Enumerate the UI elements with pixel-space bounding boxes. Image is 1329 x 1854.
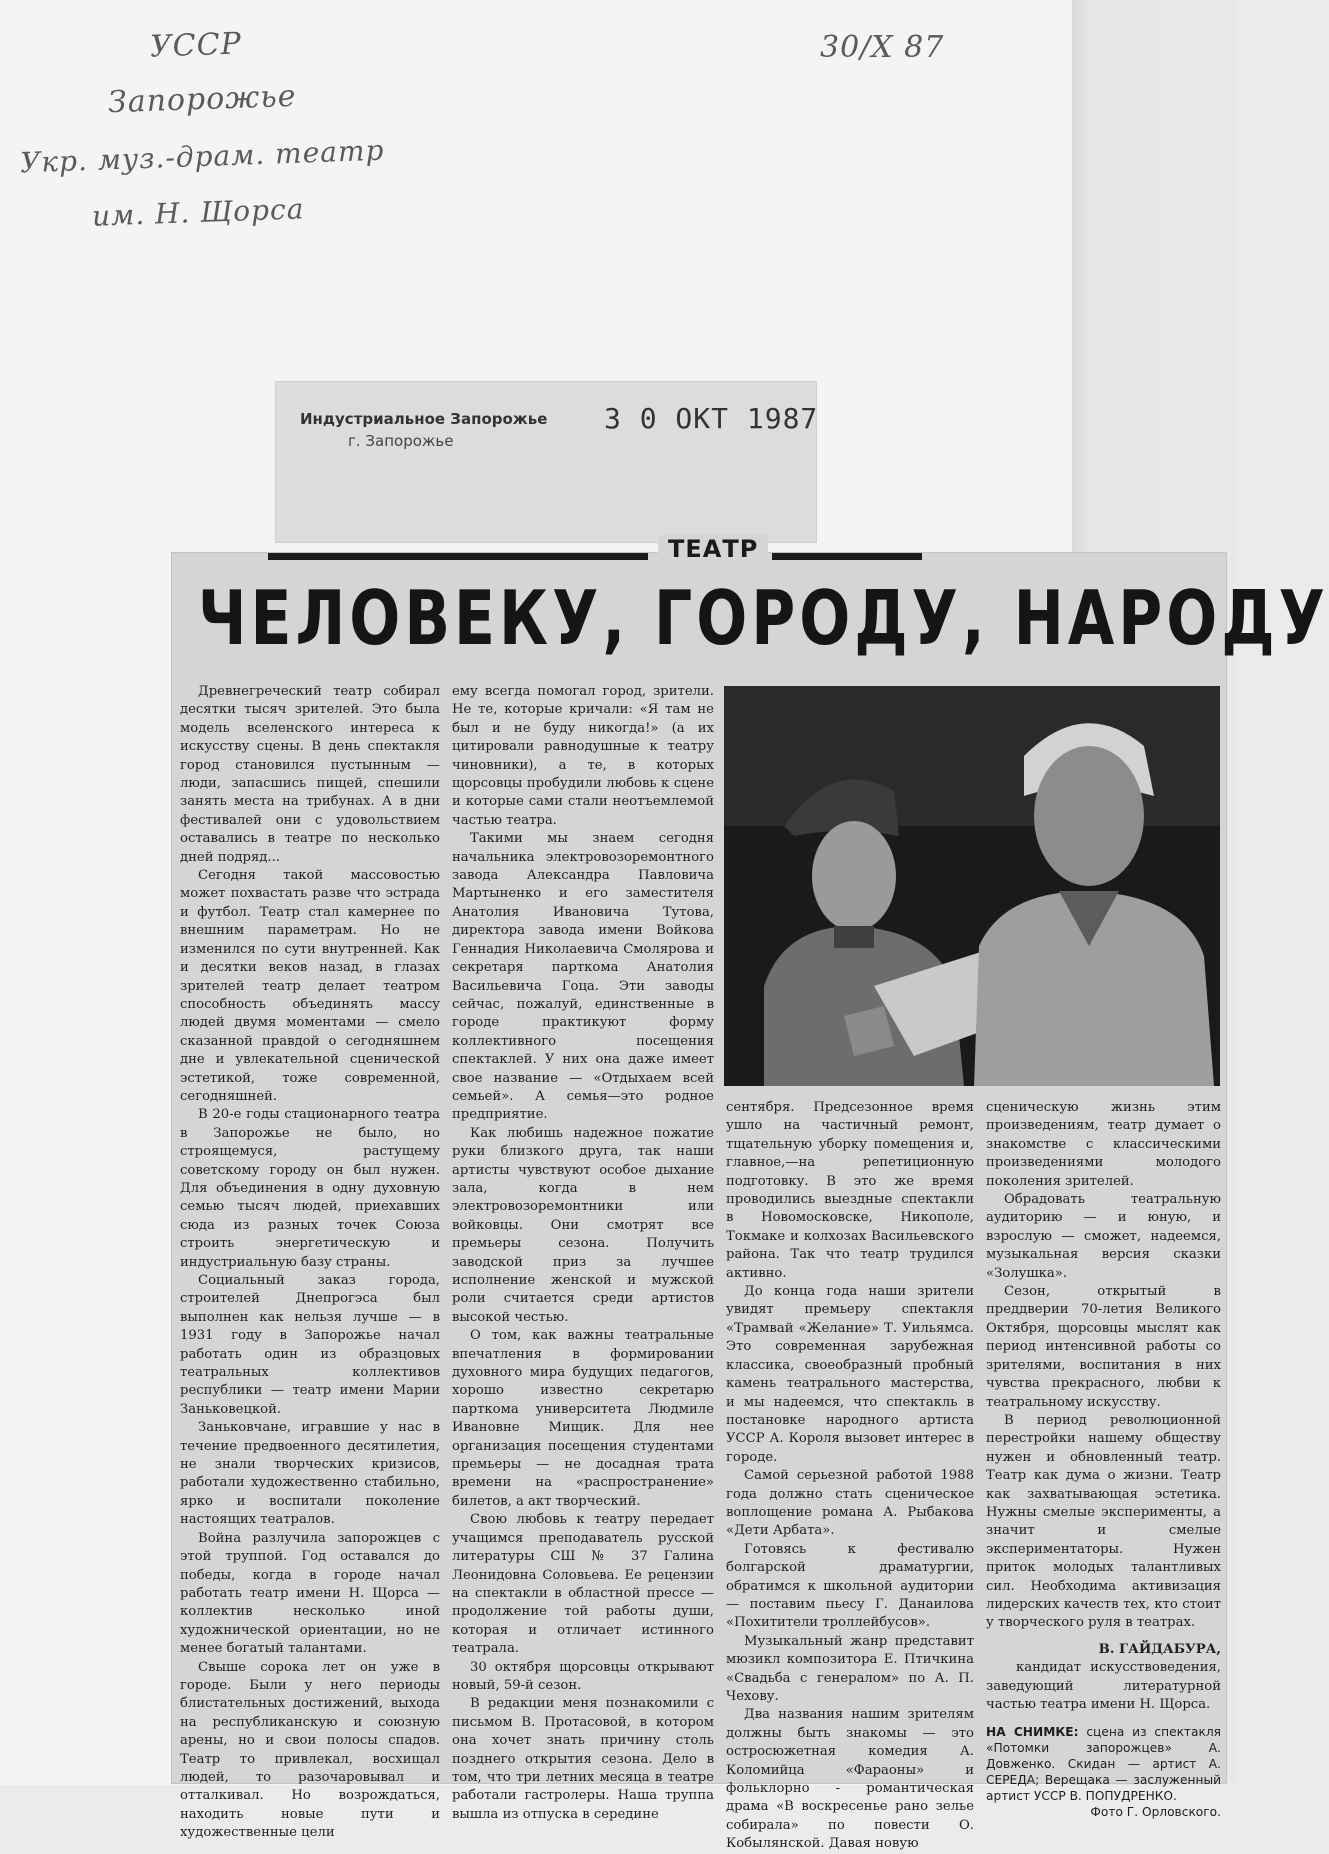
handwritten-republic: УССР [149, 26, 243, 65]
rubric-rule-right [772, 553, 922, 560]
paragraph: Древнегреческий театр собирал десятки тысяч зрителей. Это была модель вселенского интереса к искусству сцены. В день спектакля город становился пустынным — люди, запасшись пищей, спешили занять места на трибунах. А в дни фестивалей они с удовольствием оставались в театре по несколько дней подряд... [180, 684, 440, 865]
paragraph: сентября. Предсезонное время ушло на частичный ремонт, тщательную уборку помещения и, главное,—на репетиционную подготовку. В это же время проводились выездные спектакли в Новомосковске, Никополе, Токмаке и колхозах Васильевского района. Так что театр трудился активно. [726, 1100, 974, 1281]
theatre-scene-photo [724, 686, 1220, 1086]
paragraph: В период революционной перестройки нашему обществу нужен и обновленный театр. Театр как дума о жизни. Театр как захватывающая эстетика. Нужны смелые эксперименты, а значит и смелые экспериментаторы. Нужен приток молодых талантливых сил. Необходима активизация лидерских качеств тех, кто стоит у творческого руля в театрах. [986, 1412, 1221, 1631]
paragraph: О том, как важны театральные впечатления в формировании духовного мира будущих педагогов, хорошо известно секретарю парткома университета Людмиле Ивановне Мищик. Для нее организация посещения студентами премьеры — не досадная трата времени на «распространение» билетов, а акт творческий. [452, 1328, 714, 1509]
paragraph: Свыше сорока лет он уже в городе. Были у него периоды блистательных достижений, выхода на республиканскую и союзную арены, но и свои полосы спадов. Театр то привлекал, восхищал людей, то разочаровывал и отталкивал. Но возрождаться, находить новые пути и художественные цели [180, 1659, 440, 1841]
handwritten-theatre: Укр. муз.-драм. театр [19, 133, 385, 180]
article-column-2 [452, 683, 714, 1822]
article-column-4 [986, 1099, 1221, 1820]
article-column-1 [180, 683, 440, 1841]
paragraph: До конца года наши зрители увидят премьеру спектакля «Трамвай «Желание» Т. Уильямса. Это современная зарубежная классика, своеобразный пробный камень театрального мастерства, и мы надеемся, что спектакль в постановке народного артиста УССР А. Короля вызовет интерес в городе. [726, 1284, 974, 1465]
paragraph: ему всегда помогал город, зрители. Не те, которые кричали: «Я там не был и не буду никогда!» (а их цитировали равнодушные к театру чиновники), а те, в которых щорсовцы пробудили любовь к сцене и которые сами стали неотъемлемой частью театра. [452, 684, 714, 828]
article-column-3 [726, 1099, 974, 1852]
caption-text: сцена из спектакля «Потомки запорожцев» А. Довженко. Скидан — артист А. СЕРЕДА; Верещака — заслуженный артист УССР В. ПОПУДРЕНКО. [986, 1725, 1221, 1804]
photo-credit: Фото Г. Орловского. [1090, 1805, 1221, 1820]
newspaper-clipping [172, 535, 1329, 1852]
paragraph: Сегодня такой массовостью может похвастать разве что эстрада и футбол. Театр стал камернее по внешним параметрам. Но не изменился по сути внутренней. Как и десятки веков назад, в глазах зрителей театр делает театром способность объединять массу людей двумя моментами — смело сказанной правдой о сегодняшнем дне и увлекательной сценической эстетикой, тоже современной, сегодняшней. [180, 868, 440, 1104]
author-name: В. ГАЙДАБУРА, [1098, 1641, 1221, 1657]
article-headline: ЧЕЛОВЕКУ, ГОРОДУ, НАРОДУ [198, 575, 1329, 663]
handwritten-theatre-name: им. Н. Щорса [91, 192, 305, 233]
paragraph: Сезон, открытый в преддверии 70-летия Великого Октября, щорсовцы мыслят как период интенсивной работы со зрителями, воспитания в них чувства прекрасного, любви к театральному искусству. [986, 1284, 1221, 1410]
paragraph: Музыкальный жанр представит мюзикл композитора Е. Птичкина «Свадьба с генералом» по А. П. Чехову. [726, 1633, 974, 1704]
paragraph: Такими мы знаем сегодня начальника электровозоремонтного завода Александра Павловича Мартыненко и его заместителя Анатолия Ивановича Тутова, директора завода имени Войкова Геннадия Николаевича Смолярова и секретаря парткома Анатолия Васильевича Гоца. Эти заводы сейчас, пожалуй, единственные в городе практикуют форму коллективного посещения спектаклей. У них она даже имеет свое название — «Отдыхаем всей семьей». А семья—это родное предприятие. [452, 831, 714, 1123]
photo-caption [986, 1724, 1221, 1804]
paragraph: Заньковчане, игравшие у нас в течение предвоенного десятилетия, не знали творческих кризисов, работали художественно стабильно, ярко и воспитали поколение настоящих театралов. [180, 1420, 440, 1528]
paragraph: Социальный заказ города, строителей Днепрогэса был выполнен как нельзя лучше — в 1931 году в Запорожье начал работать один из образцовых театральных коллективов республики — театр имени Марии Заньковецкой. [180, 1273, 440, 1417]
paragraph: В редакции меня познакомили с письмом В. Протасовой, в котором она хочет знать причину столь позднего открытия сезона. Дело в том, что три летних месяца в театре работали гастролеры. Наша труппа вышла из отпуска в середине [452, 1696, 714, 1822]
paragraph: Два названия нашим зрителям должны быть знакомы — это остросюжетная комедия А. Коломийца «Фараоны» и фольклорно - романтическая драма «В воскресенье рано зелье собирала» по повести О. Кобылянской. Давая новую [726, 1707, 974, 1852]
rubric-label: ТЕАТР [658, 535, 768, 563]
paragraph: В 20-е годы стационарного театра в Запорожье не было, но строящемуся, растущему советскому городу он был нужен. Для объединения в одну духовную семью тысяч людей, приехавших сюда из разных точек Союза строить энергетическую и индустриальную базу страны. [180, 1107, 440, 1270]
handwritten-city: Запорожье [107, 78, 297, 121]
handwritten-date: 30/X 87 [820, 30, 945, 65]
stamp-source: Индустриальное Запорожье [300, 410, 548, 428]
paragraph: Обрадовать театральную аудиторию — и юную, и взрослую — сможет, надеемся, музыкальная версия сказки «Золушка». [986, 1192, 1221, 1281]
caption-label: НА СНИМКЕ: [986, 1725, 1079, 1740]
stamp-date: 3 0 ОКТ 1987 [604, 402, 819, 435]
paragraph: Как любишь надежное пожатие руки близкого друга, так наши артисты чувствуют особое дыхание зала, когда в нем электровозоремонтники или войковцы. Они смотрят все премьеры сезона. Получить заводской приз за лучшее исполнение женской и мужской роли считается среди артистов высокой честью. [452, 1125, 714, 1325]
clipping-stamp [276, 382, 819, 542]
rubric-rule-left [268, 553, 648, 560]
paragraph: Война разлучила запорожцев с этой труппой. Год оставался до победы, когда в городе начал работать театр имени Н. Щорса — коллектив несколько иной художнической ориентации, но не менее богатый талантами. [180, 1530, 440, 1657]
paragraph: Свою любовь к театру передает учащимся преподаватель русской литературы СШ № 37 Галина Леонидовна Соловьева. Ее рецензии на спектакли в областной прессе — продолжение той работы души, которая и отличает истинного театрала. [452, 1512, 714, 1657]
paragraph: Самой серьезной работой 1988 года должно стать сценическое воплощение романа А. Рыбакова «Дети Арбата». [726, 1468, 974, 1539]
paragraph: Готовясь к фестивалю болгарской драматургии, обратимся к школьной аудитории — поставим пьесу Г. Данаилова «Похитители троллейбусов». [726, 1541, 974, 1631]
paragraph: 30 октября щорсовцы открывают новый, 59-й сезон. [452, 1659, 714, 1693]
stamp-city: г. Запорожье [348, 432, 454, 450]
author-title: кандидат искусствоведения, заведующий литературной частью театра имени Н. Щорса. [986, 1660, 1221, 1712]
paragraph: сценическую жизнь этим произведениям, театр думает о знакомстве с классическими произведениями молодого поколения зрителей. [986, 1100, 1221, 1189]
